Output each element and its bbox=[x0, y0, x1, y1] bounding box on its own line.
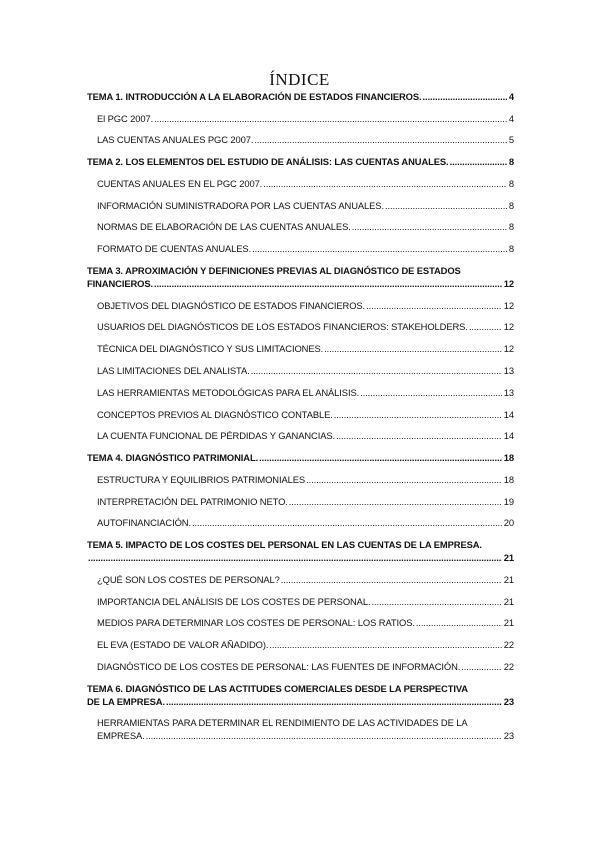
dot-leader bbox=[281, 573, 502, 586]
dot-leader bbox=[146, 729, 502, 742]
toc-page-number: 21 bbox=[503, 552, 514, 564]
toc-page-number: 14 bbox=[503, 408, 514, 420]
toc-entry-row bbox=[97, 595, 514, 608]
toc-entry-label-line1: TEMA 3. APROXIMACIÓN Y DEFINICIONES PREVIAS AL DIAGNÓSTICO DE ESTADOS bbox=[87, 264, 461, 276]
dot-leader bbox=[416, 616, 502, 629]
toc-entry-label: LAS LIMITACIONES DEL ANALISTA. bbox=[97, 364, 250, 376]
toc-entry-row bbox=[97, 473, 514, 486]
toc-subentry[interactable] bbox=[87, 386, 514, 399]
toc-page-number: 12 bbox=[503, 299, 514, 311]
toc-entry-label: MEDIOS PARA DETERMINAR LOS COSTES DE PERSONAL: LOS RATIOS. bbox=[97, 617, 415, 629]
toc-subentry[interactable] bbox=[87, 364, 514, 377]
toc-page-number: 8 bbox=[508, 243, 514, 255]
toc-page-number: 22 bbox=[503, 639, 514, 651]
dot-leader bbox=[385, 199, 507, 212]
toc-subentry[interactable] bbox=[87, 177, 514, 190]
dot-leader bbox=[166, 695, 502, 708]
toc-topic-entry[interactable] bbox=[87, 155, 514, 168]
toc-page-number: 12 bbox=[503, 321, 514, 333]
toc-page-number: 18 bbox=[503, 452, 514, 464]
toc-entry-row bbox=[97, 112, 514, 125]
toc-entry-row bbox=[87, 155, 514, 168]
toc-entry-row bbox=[87, 551, 514, 564]
table-of-contents bbox=[87, 90, 514, 751]
toc-page-number: 23 bbox=[503, 730, 514, 742]
toc-entry-row bbox=[97, 133, 514, 146]
toc-entry-row bbox=[97, 516, 514, 529]
toc-entry-label: El PGC 2007. bbox=[97, 112, 154, 124]
toc-subentry[interactable] bbox=[87, 220, 514, 233]
toc-subentry[interactable] bbox=[87, 320, 514, 333]
toc-entry-row bbox=[97, 638, 514, 651]
toc-entry-row bbox=[97, 386, 514, 399]
toc-subentry[interactable] bbox=[87, 242, 514, 255]
toc-topic-entry[interactable] bbox=[87, 90, 514, 103]
toc-page-number: 13 bbox=[503, 386, 514, 398]
toc-page-number: 5 bbox=[508, 134, 514, 146]
toc-subentry[interactable] bbox=[87, 408, 514, 421]
dot-leader bbox=[251, 364, 502, 377]
dot-leader bbox=[336, 429, 502, 442]
toc-page-number: 8 bbox=[508, 177, 514, 189]
toc-subentry[interactable] bbox=[87, 133, 514, 146]
toc-entry-label: DIAGNÓSTICO DE LOS COSTES DE PERSONAL: LAS FUENTES DE INFORMACIÓN. bbox=[97, 660, 461, 672]
toc-entry-row bbox=[97, 408, 514, 421]
toc-entry-row bbox=[97, 220, 514, 233]
dot-leader bbox=[252, 242, 507, 255]
toc-entry-row bbox=[87, 90, 514, 103]
toc-page-number: 14 bbox=[503, 430, 514, 442]
toc-entry-row bbox=[97, 177, 514, 190]
toc-entry-label: LAS CUENTAS ANUALES PGC 2007. bbox=[97, 134, 254, 146]
toc-page-number: 12 bbox=[503, 277, 514, 289]
dot-leader bbox=[469, 320, 502, 333]
dot-leader bbox=[450, 155, 507, 168]
toc-entry-label: TEMA 1. INTRODUCCIÓN A LA ELABORACIÓN DE ESTADOS FINANCIEROS. bbox=[87, 91, 422, 102]
toc-entry-label: NORMAS DE ELABORACIÓN DE LAS CUENTAS ANUALES. bbox=[97, 221, 351, 233]
toc-page-number: 12 bbox=[503, 343, 514, 355]
toc-entry-row bbox=[97, 660, 514, 673]
toc-entry-label: OBJETIVOS DEL DIAGNÓSTICO DE ESTADOS FINANCIEROS. bbox=[97, 299, 366, 311]
toc-subentry[interactable] bbox=[87, 638, 514, 651]
dot-leader bbox=[88, 551, 502, 564]
toc-subentry[interactable] bbox=[87, 429, 514, 442]
dot-leader bbox=[259, 451, 502, 464]
toc-entry-row bbox=[97, 199, 514, 212]
dot-leader bbox=[360, 386, 502, 399]
toc-subentry[interactable] bbox=[87, 516, 514, 529]
toc-topic-entry[interactable] bbox=[87, 538, 514, 564]
toc-subentry[interactable] bbox=[87, 199, 514, 212]
toc-page-number: 13 bbox=[503, 364, 514, 376]
dot-leader bbox=[324, 342, 502, 355]
toc-entry-label: TÉCNICA DEL DIAGNÓSTICO Y SUS LIMITACIONES. bbox=[97, 343, 324, 355]
dot-leader bbox=[423, 90, 507, 103]
toc-topic-entry[interactable] bbox=[87, 451, 514, 464]
toc-subentry[interactable] bbox=[87, 342, 514, 355]
toc-entry-label-line1: TEMA 5. IMPACTO DE LOS COSTES DEL PERSONAL EN LAS CUENTAS DE LA EMPRESA. bbox=[87, 539, 482, 551]
toc-subentry[interactable] bbox=[87, 660, 514, 673]
toc-entry-label-line1: HERRAMIENTAS PARA DETERMINAR EL RENDIMIENTO DE LAS ACTIVIDADES DE LA bbox=[97, 717, 468, 729]
toc-page-number: 21 bbox=[503, 617, 514, 629]
toc-topic-entry[interactable] bbox=[87, 264, 514, 290]
toc-page-number: 21 bbox=[503, 573, 514, 585]
toc-entry-label: TEMA 4. DIAGNÓSTICO PATRIMONIAL. bbox=[87, 452, 259, 464]
dot-leader bbox=[263, 177, 507, 190]
toc-page-number: 8 bbox=[508, 199, 514, 211]
toc-page-number: 21 bbox=[503, 595, 514, 607]
dot-leader bbox=[461, 660, 502, 673]
dot-leader bbox=[154, 277, 502, 290]
toc-page-number: 8 bbox=[508, 221, 514, 233]
toc-entry-row bbox=[97, 242, 514, 255]
toc-entry-label-line2: DE LA EMPRESA. bbox=[87, 695, 165, 707]
toc-page-number: 19 bbox=[503, 495, 514, 507]
toc-entry-label: TEMA 2. LOS ELEMENTOS DEL ESTUDIO DE ANÁLISIS: LAS CUENTAS ANUALES. bbox=[87, 156, 449, 168]
toc-entry-row bbox=[97, 320, 514, 333]
dot-leader bbox=[192, 516, 502, 529]
toc-entry-label: CUENTAS ANUALES EN EL PGC 2007. bbox=[97, 177, 263, 189]
dot-leader bbox=[254, 133, 507, 146]
toc-page-number: 8 bbox=[508, 156, 514, 168]
toc-subentry[interactable] bbox=[87, 595, 514, 608]
toc-entry-row bbox=[97, 299, 514, 312]
toc-entry-row bbox=[97, 616, 514, 629]
dot-leader bbox=[269, 638, 501, 651]
dot-leader bbox=[371, 595, 501, 608]
toc-subentry[interactable] bbox=[87, 495, 514, 508]
toc-entry-label: FORMATO DE CUENTAS ANUALES. bbox=[97, 243, 252, 255]
toc-entry-row bbox=[97, 729, 514, 742]
toc-entry-label-line1: TEMA 6. DIAGNÓSTICO DE LAS ACTITUDES COMERCIALES DESDE LA PERSPECTIVA bbox=[87, 682, 468, 694]
toc-entry-label: ESTRUCTURA Y EQUILIBRIOS PATRIMONIALES bbox=[97, 473, 306, 485]
toc-topic-entry[interactable] bbox=[87, 682, 514, 708]
toc-entry-row bbox=[97, 429, 514, 442]
toc-entry-label: LAS HERRAMIENTAS METODOLÓGICAS PARA EL ANÁLISIS. bbox=[97, 386, 360, 398]
toc-entry-label: ¿QUÉ SON LOS COSTES DE PERSONAL? bbox=[97, 573, 280, 585]
toc-entry-row bbox=[87, 277, 514, 290]
toc-entry-label-line2: FINANCIEROS. bbox=[87, 277, 153, 289]
toc-entry-row bbox=[97, 495, 514, 508]
toc-entry-label: IMPORTANCIA DEL ANÁLISIS DE LOS COSTES DE PERSONAL. bbox=[97, 595, 371, 607]
toc-page-number: 4 bbox=[508, 112, 514, 124]
dot-leader bbox=[352, 220, 507, 233]
dot-leader bbox=[289, 495, 502, 508]
dot-leader bbox=[334, 408, 502, 421]
toc-entry-label: USUARIOS DEL DIAGNÓSTICOS DE LOS ESTADOS FINANCIEROS: STAKEHOLDERS. bbox=[97, 321, 468, 333]
toc-page-number: 4 bbox=[508, 91, 514, 102]
toc-page-number: 23 bbox=[503, 695, 514, 707]
index-title: ÍNDICE bbox=[269, 70, 330, 89]
toc-entry-label: EL EVA (ESTADO DE VALOR AÑADIDO). bbox=[97, 639, 269, 651]
toc-subentry[interactable] bbox=[87, 616, 514, 629]
toc-subentry[interactable] bbox=[87, 299, 514, 312]
toc-page-number: 22 bbox=[503, 660, 514, 672]
toc-entry-label: INFORMACIÓN SUMINISTRADORA POR LAS CUENTAS ANUALES. bbox=[97, 199, 384, 211]
toc-subentry[interactable] bbox=[87, 573, 514, 586]
dot-leader bbox=[366, 299, 502, 312]
toc-entry-label: AUTOFINANCIACIÓN. bbox=[97, 517, 191, 529]
toc-subentry[interactable] bbox=[87, 112, 514, 125]
toc-entry-row bbox=[97, 342, 514, 355]
toc-entry-label: CONCEPTOS PREVIOS AL DIAGNÓSTICO CONTABLE. bbox=[97, 408, 333, 420]
toc-subentry[interactable] bbox=[87, 716, 514, 742]
toc-entry-label-line2: EMPRESA. bbox=[97, 730, 145, 742]
toc-entry-label: LA CUENTA FUNCIONAL DE PÉRDIDAS Y GANANCIAS. bbox=[97, 430, 336, 442]
toc-page-number: 18 bbox=[503, 473, 514, 485]
toc-entry-label: INTERPRETACIÓN DEL PATRIMONIO NETO. bbox=[97, 495, 288, 507]
toc-entry-row bbox=[87, 695, 514, 708]
dot-leader bbox=[306, 473, 502, 486]
toc-page-number: 20 bbox=[503, 517, 514, 529]
toc-entry-row bbox=[87, 451, 514, 464]
toc-entry-row bbox=[97, 573, 514, 586]
toc-subentry[interactable] bbox=[87, 473, 514, 486]
toc-entry-row bbox=[97, 364, 514, 377]
dot-leader bbox=[154, 112, 507, 125]
